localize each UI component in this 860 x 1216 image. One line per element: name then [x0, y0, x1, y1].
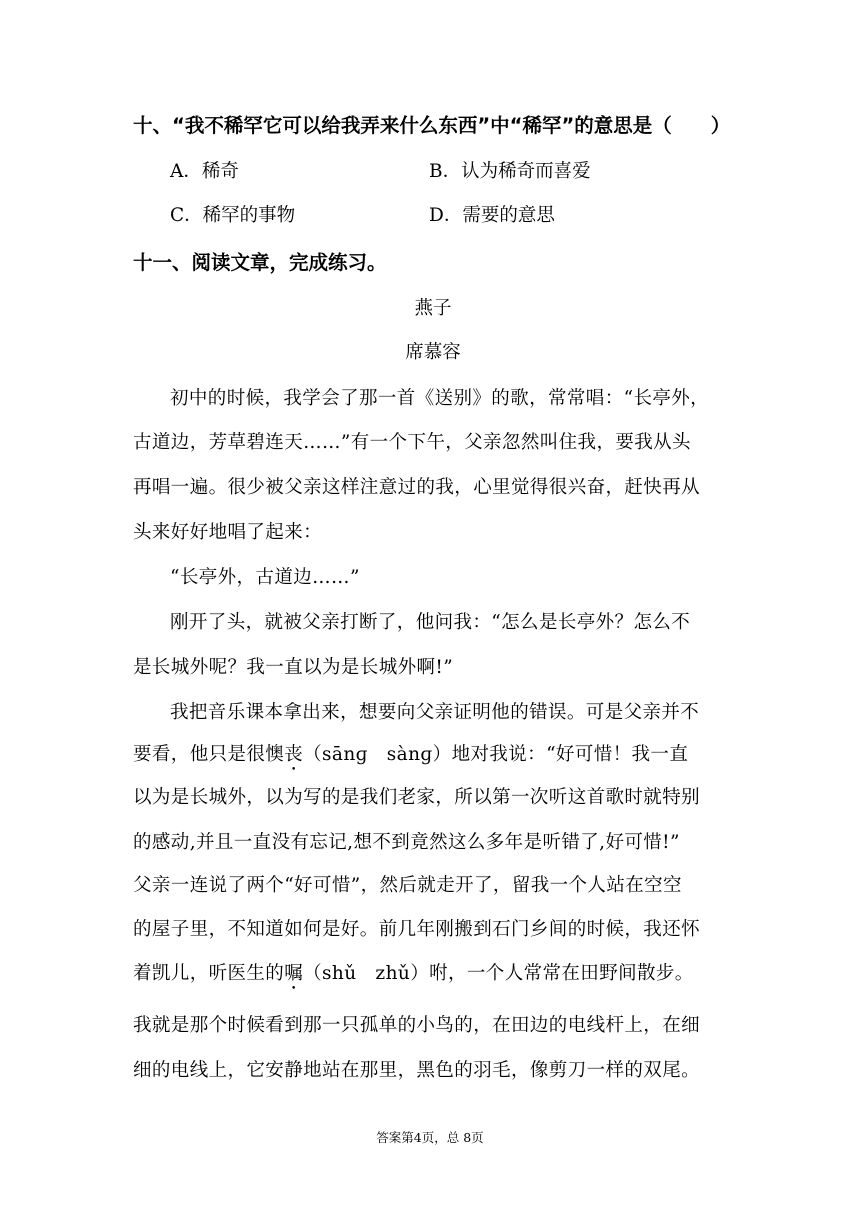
article-line: 的屋子里，不知道如何是好。前几年刚搬到石门乡间的时候，我还怀: [133, 919, 701, 940]
pinyin-note: （sānɡ sànɡ）地对我说：“好可惜！我一直: [303, 744, 689, 765]
article-line: 细的电线上，它安静地站在那里，黑色的羽毛，像剪刀一样的双尾。: [133, 1060, 701, 1081]
article-line: 我把音乐课本拿出来，想要向父亲证明他的错误。可是父亲并不: [170, 702, 700, 723]
article-line: 头来好好地唱了起来：: [133, 522, 323, 543]
article-line: 我就是那个时候看到那一只孤单的小鸟的，在田边的电线杆上，在细: [133, 1015, 701, 1036]
question-10-option-a: A．稀奇: [170, 161, 239, 182]
dotted-character: 丧: [284, 744, 304, 765]
dotted-character: 嘱: [284, 963, 304, 984]
article-author: 席慕容: [405, 342, 461, 363]
article-line: 的感动,并且一直没有忘记,想不到竟然这么多年是听错了,好可惜!”: [133, 832, 680, 853]
question-10-option-b: B．认为稀奇而喜爱: [429, 161, 591, 182]
article-title: 燕子: [414, 298, 452, 319]
page-footer: 答案第4页，总 8页: [376, 1130, 484, 1145]
article-line: 以为是长城外，以为写的是我们老家，所以第一次听这首歌时就特别: [133, 787, 701, 808]
article-line: 初中的时候，我学会了那一首《送别》的歌，常常唱：“长亭外，: [170, 388, 710, 409]
pinyin-note: （shǔ zhǔ）咐，一个人常常在田野间散步。: [303, 963, 694, 984]
article-line: 是长城外呢？我一直以为是长城外啊!”: [133, 657, 454, 678]
article-line: 古道边，芳草碧连天……”有一个下午，父亲忽然叫住我，要我从头: [133, 432, 691, 453]
question-11-stem: 十一、阅读文章，完成练习。: [133, 251, 387, 274]
line-text: 着凯儿，听医生的: [133, 963, 285, 984]
article-line: [133, 960, 733, 994]
article-line: [133, 741, 733, 775]
article-line: 父亲一连说了两个“好可惜”，然后就走开了，留我一个人站在空空: [133, 875, 682, 896]
question-10-option-c: C．稀罕的事物: [170, 205, 296, 226]
article-line: “长亭外，古道边……”: [170, 567, 360, 588]
question-10-stem: 十、“我不稀罕它可以给我弄来什么东西”中“稀罕”的意思是（ ）: [133, 114, 731, 137]
article-line: 再唱一遍。很少被父亲这样注意过的我，心里觉得很兴奋，赶快再从: [133, 477, 701, 498]
article-line: 刚开了头，就被父亲打断了，他问我：“怎么是长亭外？怎么不: [170, 612, 691, 633]
question-10-option-d: D．需要的意思: [429, 205, 555, 226]
line-text: 要看，他只是很懊: [133, 744, 285, 765]
